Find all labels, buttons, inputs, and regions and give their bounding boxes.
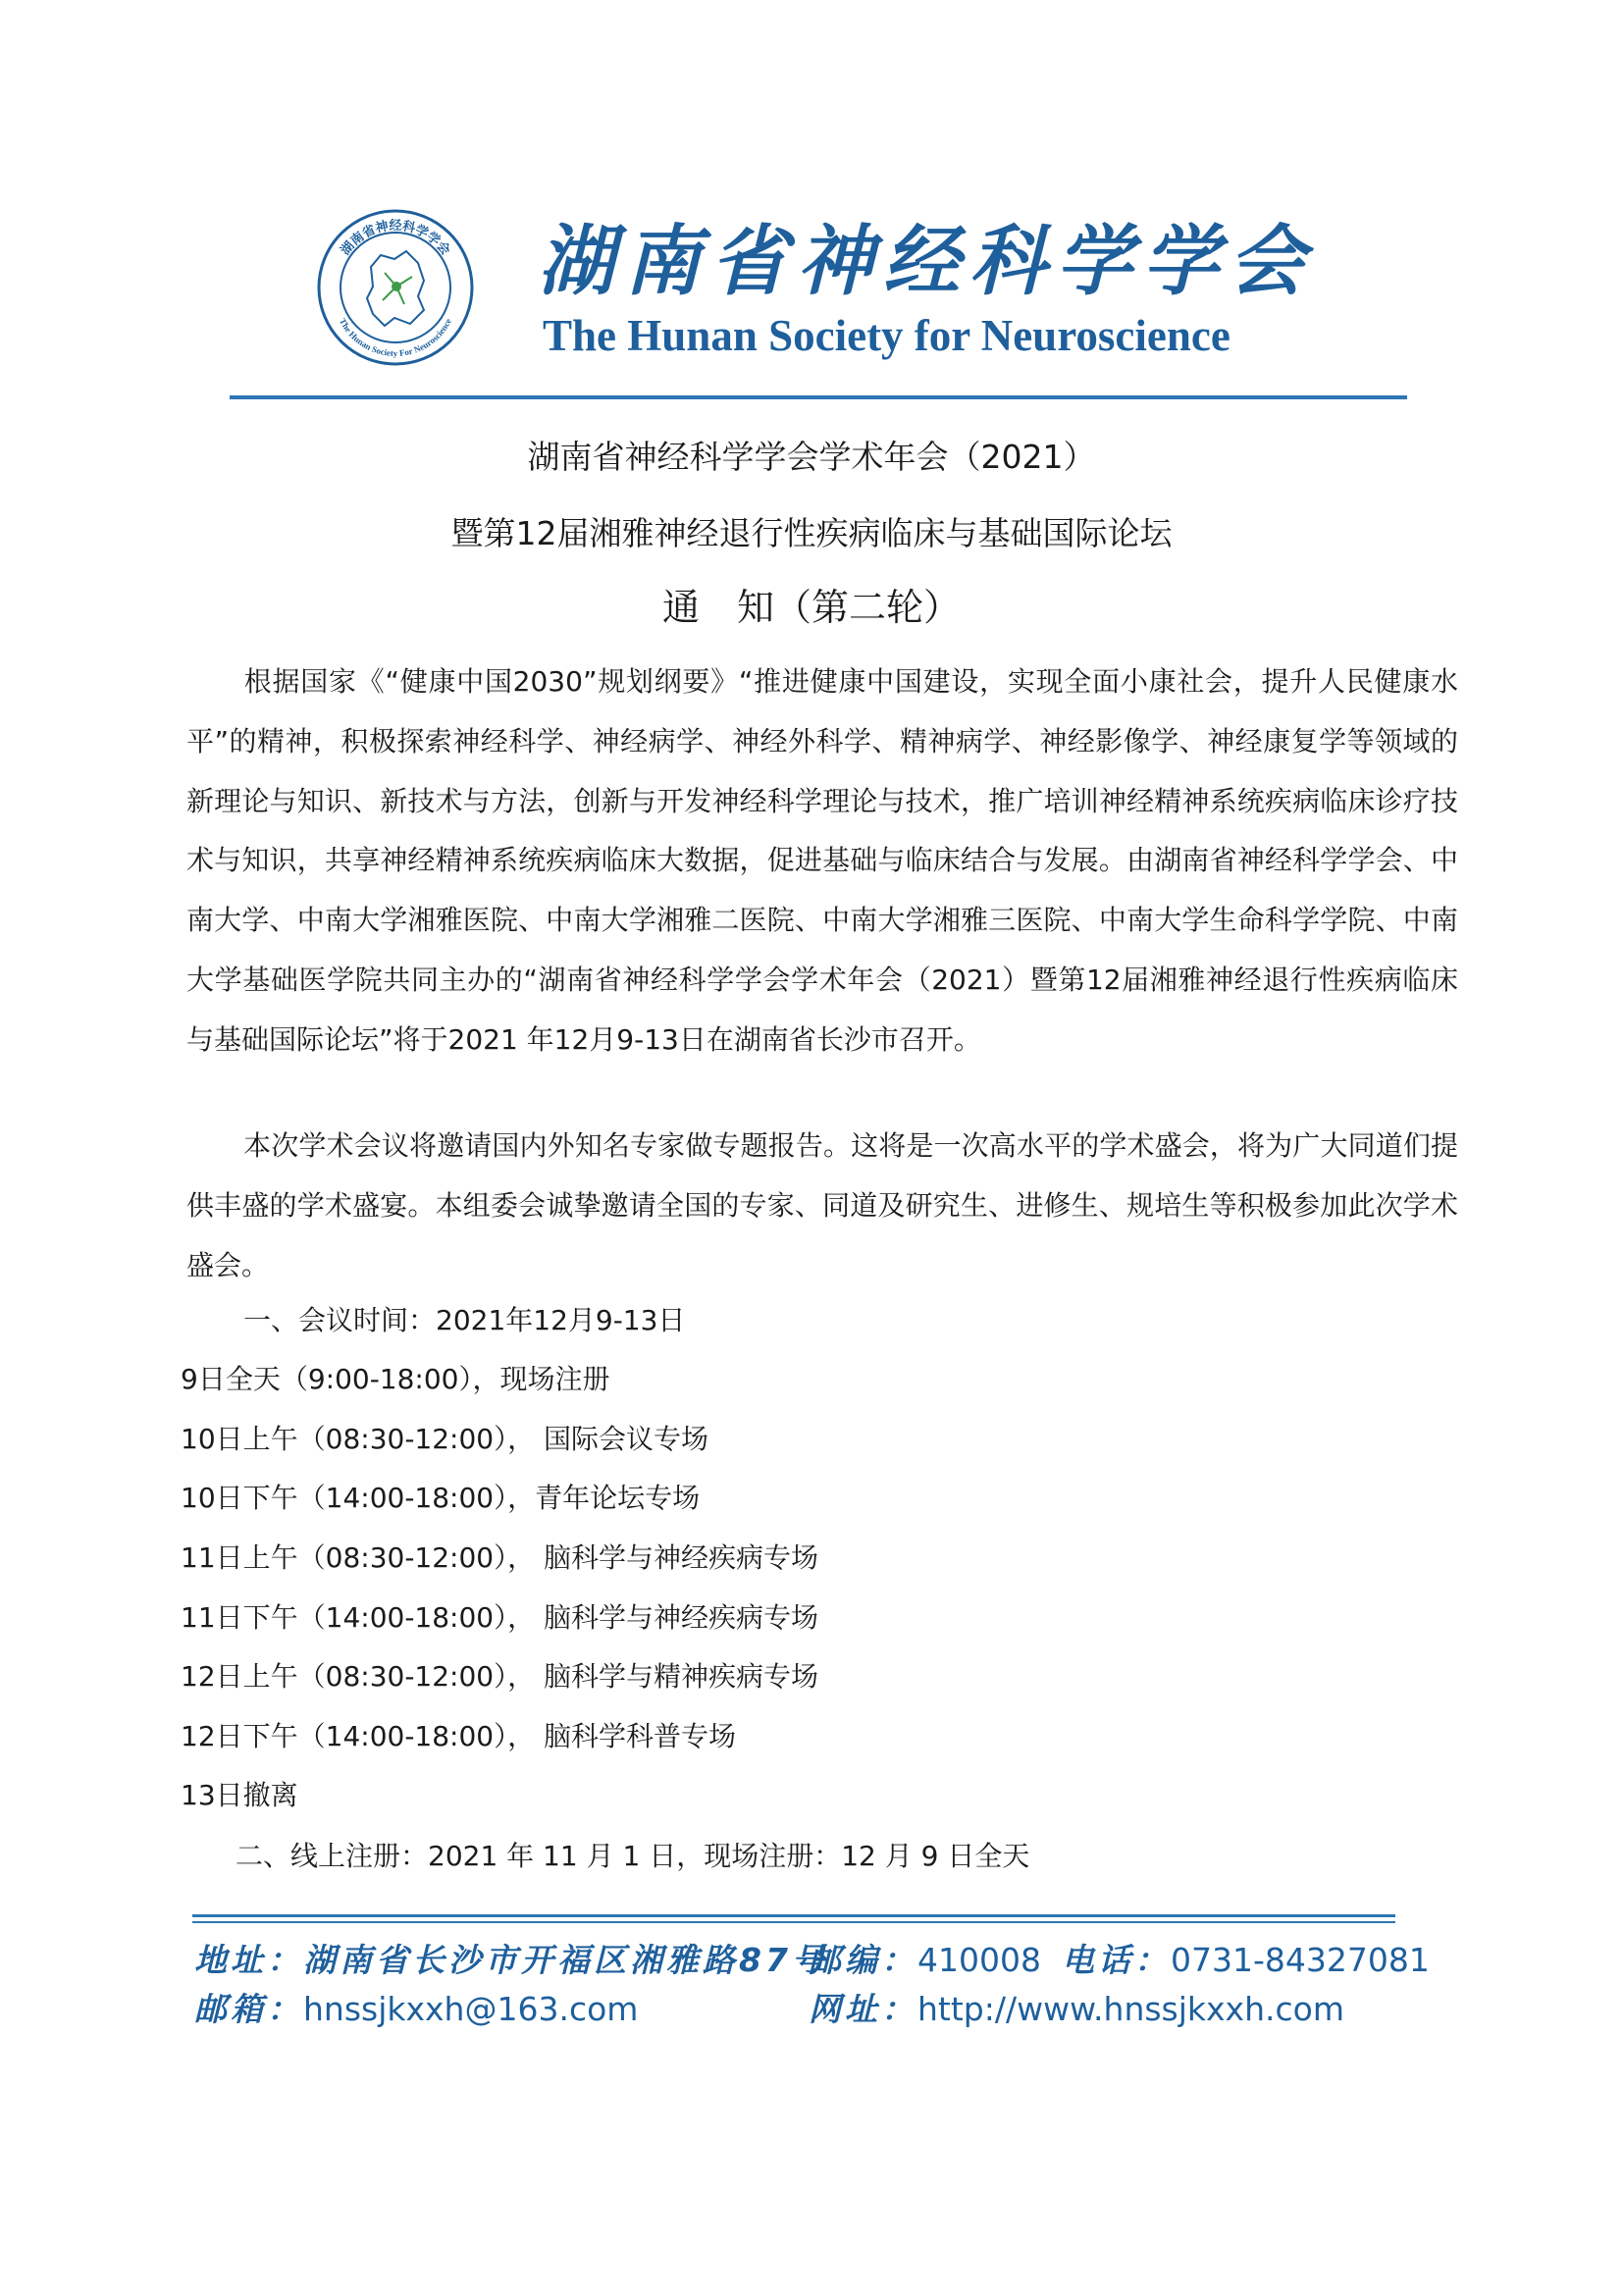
schedule-item: 11日上午（08:30-12:00）， 脑科学与神经疾病专场 xyxy=(181,1541,819,1574)
org-name-english: The Hunan Society for Neuroscience xyxy=(543,311,1230,360)
section-meeting-time-heading: 一、会议时间：2021年12月9-13日 xyxy=(243,1304,686,1336)
address-value: 湖南省长沙市开福区湘雅路87号 xyxy=(303,1941,828,1979)
header-divider xyxy=(230,395,1407,399)
email-label: 邮箱： xyxy=(194,1990,303,2028)
notice-title-line1: 湖南省神经科学学会学术年会（2021） xyxy=(527,438,1096,476)
footer-divider-thin xyxy=(192,1921,1395,1923)
intro-paragraph-text: 根据国家《“健康中国2030”规划纲要》“推进健康中国建设，实现全面小康社会，提升人民健康水平”的精神，积极探索神经科学、神经病学、神经外科学、精神病学、神经影像学、神经康复学等领域的新理论与知识、新技术与方法，创新与开发神经科学理论与技术，推广培训神经精神系统疾病临床诊疗技术与知识，共享神经精神系统疾病临床大数据，促进基础与临床结合与发展。由湖南省神经科学学会、中南大学、中南大学湘雅医院、中南大学湘雅二医院、中南大学湘雅三医院、中南大学生命科学学院、中南大学基础医学院共同主办的“湖南省神经科学学会学术年会（2021）暨第12届湘雅神经退行性疾病临床与基础国际论坛”将于2021 年12月9-13日在湖南省长沙市召开。 xyxy=(186,665,1458,1056)
intro-paragraph xyxy=(186,652,1458,1070)
society-seal-logo xyxy=(316,208,475,367)
schedule-item: 10日上午（08:30-12:00）， 国际会议专场 xyxy=(181,1423,709,1455)
phone-label: 电话： xyxy=(1062,1941,1171,1979)
seal-text-bottom: The Hunan Society For Neuroscience xyxy=(338,316,453,359)
schedule-item: 10日下午（14:00-18:00），青年论坛专场 xyxy=(181,1482,701,1514)
footer-postcode xyxy=(809,1939,1041,1982)
email-value: hnssjkxxh@163.com xyxy=(303,1990,639,2028)
invitation-paragraph-text: 本次学术会议将邀请国内外知名专家做专题报告。这将是一次高水平的学术盛会，将为广大同道们提供丰盛的学术盛宴。本组委会诚挚邀请全国的专家、同道及研究生、进修生、规培生等积极参加此次学术盛会。 xyxy=(186,1129,1458,1281)
schedule-item: 12日下午（14:00-18:00）， 脑科学科普专场 xyxy=(181,1720,737,1752)
postcode-label: 邮编： xyxy=(809,1941,917,1979)
org-name-chinese: 湖南省神经科学学会 xyxy=(538,218,1316,306)
footer-email xyxy=(194,1988,638,2031)
schedule-item: 12日上午（08:30-12:00）， 脑科学与精神疾病专场 xyxy=(181,1660,819,1693)
schedule-item: 13日撤离 xyxy=(181,1779,298,1811)
invitation-paragraph xyxy=(186,1117,1458,1295)
seal-text-top: 湖南省神经科学学会 xyxy=(338,219,453,259)
website-value: http://www.hnssjkxxh.com xyxy=(917,1990,1344,2028)
postcode-value: 410008 xyxy=(917,1941,1041,1979)
website-label: 网址： xyxy=(809,1990,917,2028)
footer-address xyxy=(194,1939,828,1982)
notice-title-line3: 通 知（第二轮） xyxy=(661,586,961,629)
seal-emblem-icon xyxy=(316,208,475,367)
address-label: 地址： xyxy=(194,1941,303,1979)
phone-value: 0731-84327081 xyxy=(1171,1941,1430,1979)
notice-title-line2: 暨第12届湘雅神经退行性疾病临床与基础国际论坛 xyxy=(450,514,1173,552)
footer-divider xyxy=(192,1914,1395,1917)
section-registration-heading: 二、线上注册：2021 年 11 月 1 日，现场注册：12 月 9 日全天 xyxy=(236,1840,1030,1872)
schedule-item: 9日全天（9:00-18:00），现场注册 xyxy=(181,1363,610,1395)
schedule-item: 11日下午（14:00-18:00）， 脑科学与神经疾病专场 xyxy=(181,1601,819,1634)
footer-website xyxy=(809,1988,1344,2031)
footer-phone xyxy=(1062,1939,1430,1982)
